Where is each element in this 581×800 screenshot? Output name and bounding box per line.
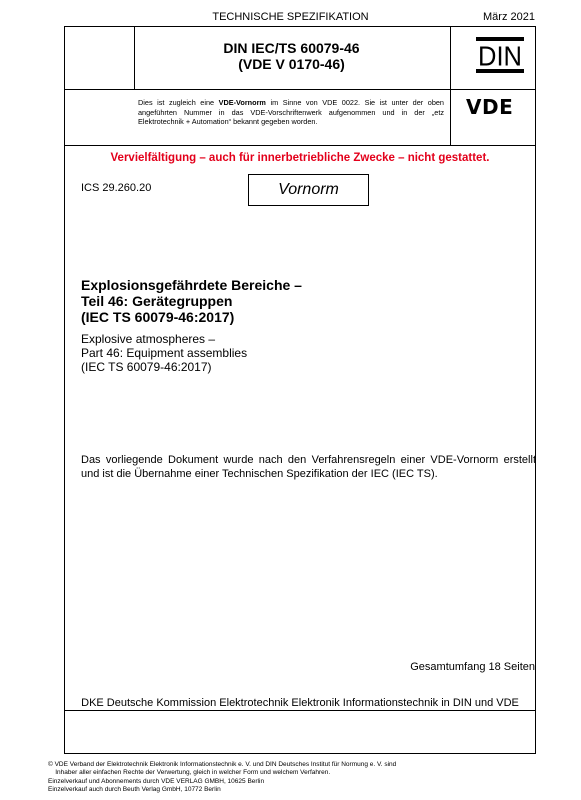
cover-frame bbox=[64, 26, 536, 754]
title-english-line: (IEC TS 60079-46:2017) bbox=[81, 360, 212, 374]
title-german bbox=[81, 277, 302, 325]
din-logo-text: DIN bbox=[478, 40, 522, 72]
title-german-line: (IEC TS 60079-46:2017) bbox=[81, 309, 235, 325]
document-number bbox=[134, 40, 449, 72]
vornorm-badge: Vornorm bbox=[248, 174, 369, 206]
title-english-line: Explosive atmospheres – bbox=[81, 332, 216, 346]
copyright-line: Inhaber aller einfachen Rechte der Verwertung, gleich in welcher Form und welchem Verfahren. bbox=[48, 769, 331, 777]
copyright-line: © VDE Verband der Elektrotechnik Elektronik Informationstechnik e. V. und DIN Deutsches Institut für Normung e. V. sind bbox=[48, 761, 397, 768]
document-number-vde: (VDE V 0170-46) bbox=[238, 56, 345, 72]
copyright-notice bbox=[48, 761, 396, 794]
footer-divider bbox=[65, 710, 535, 711]
vde-logo: VDE bbox=[466, 95, 514, 119]
note-divider bbox=[65, 145, 535, 146]
title-german-line: Teil 46: Gerätegruppen bbox=[81, 293, 233, 309]
vde-note-part2: im Sinne von VDE 0022. Sie ist unter der oben angeführten Nummer in das VDE-Vorschriftenwerk aufgenommen und in der „etz Elektrotechnik + Automation“ bekannt gegeben worden. bbox=[138, 98, 444, 126]
publication-date: März 2021 bbox=[483, 11, 535, 23]
vde-note-bold: VDE-Vornorm bbox=[218, 98, 266, 107]
document-number-din: DIN IEC/TS 60079-46 bbox=[223, 40, 360, 56]
dke-line: DKE Deutsche Kommission Elektrotechnik Elektronik Informationstechnik in DIN und VDE bbox=[81, 697, 519, 709]
vde-note bbox=[138, 98, 444, 127]
din-logo bbox=[475, 35, 525, 75]
ics-code: ICS 29.260.20 bbox=[81, 182, 152, 194]
intro-paragraph: Das vorliegende Dokument wurde nach den Verfahrensregeln einer VDE-Vornorm erstellt und ist die Übernahme einer Technischen Spezifikation der IEC (IEC TS). bbox=[81, 454, 536, 480]
copy-warning: Vervielfältigung – auch für innerbetriebliche Zwecke – nicht gestattet. bbox=[110, 152, 490, 164]
document-category: TECHNISCHE SPEZIFIKATION bbox=[212, 11, 369, 23]
header-divider bbox=[65, 89, 535, 90]
copyright-line: Einzelverkauf auch durch Beuth Verlag GmbH, 10772 Berlin bbox=[48, 785, 221, 793]
vde-note-part1: Dies ist zugleich eine bbox=[138, 98, 219, 107]
title-english bbox=[81, 332, 247, 374]
copyright-line: Einzelverkauf und Abonnements durch VDE VERLAG GMBH, 10625 Berlin bbox=[48, 777, 265, 785]
title-german-line: Explosionsgefährdete Bereiche – bbox=[81, 277, 302, 293]
logo-cell-divider bbox=[450, 27, 451, 145]
title-english-line: Part 46: Equipment assemblies bbox=[81, 346, 248, 360]
page-count: Gesamtumfang 18 Seiten bbox=[410, 661, 535, 673]
